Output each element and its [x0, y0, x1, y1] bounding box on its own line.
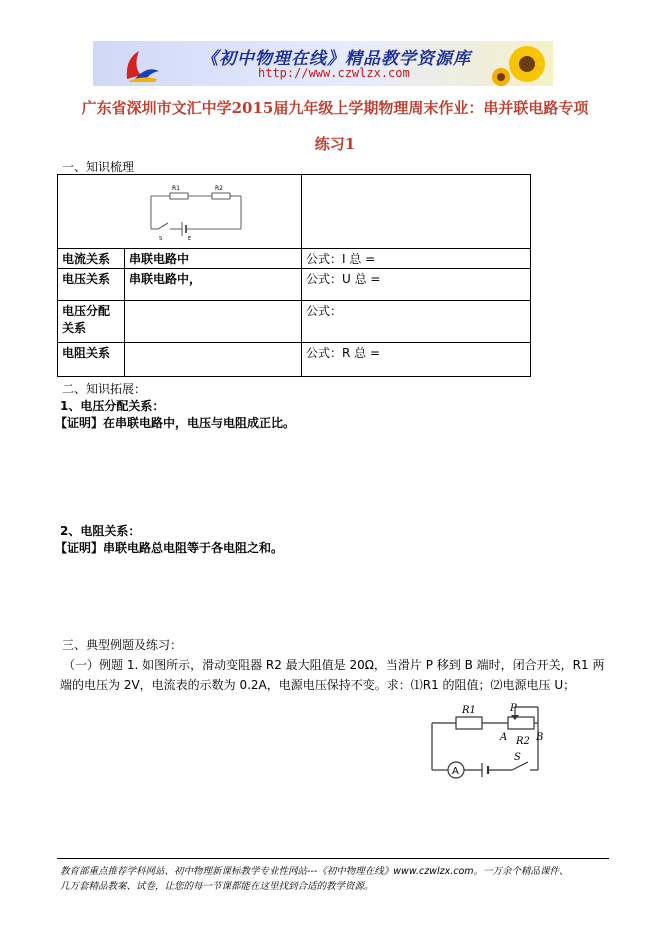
- circuit-label-r2: R2: [215, 185, 223, 192]
- row-content: 串联电路中，: [125, 269, 302, 301]
- row-label: 电流关系: [58, 249, 125, 269]
- example-circuit-diagram: [420, 697, 560, 789]
- ammeter-icon: A: [452, 766, 459, 777]
- row-label: 电阻关系: [58, 343, 125, 377]
- item-2-proof: 【证明】串联电路总电阻等于各电阻之和。: [55, 541, 284, 555]
- section-2-heading: 二、知识拓展：: [62, 382, 147, 396]
- row-formula: 公式：R 总 =: [302, 343, 531, 377]
- example-1-line-2: 端的电压为 2V，电流表的示数为 0.2A，电源电压保持不变。求：⑴R1 的阻值；⑵电源电压 U；: [60, 678, 576, 692]
- row-formula: 公式：: [302, 301, 531, 343]
- row-formula: 公式：I 总 =: [302, 249, 531, 269]
- banner-url: http://www.czwlzx.com: [258, 66, 410, 80]
- knowledge-table: [57, 174, 531, 377]
- footer-line-1: 教育部重点推荐学科网站、初中物理新课标教学专业性网站---《初中物理在线》www.czwlzx.com。一万余个精品课件、: [60, 866, 569, 877]
- row-content: [125, 343, 302, 377]
- logo-icon: [121, 45, 163, 83]
- item-2-title: 2、电阻关系：: [60, 524, 141, 538]
- document-title: 广东省深圳市文汇中学2015届九年级上学期物理周末作业：串并联电路专项: [81, 99, 589, 117]
- row-label: 电压关系: [58, 269, 125, 301]
- circuit-cell: [58, 175, 302, 249]
- diagram-label-r2: R2: [516, 736, 530, 747]
- table-row: [58, 249, 531, 269]
- diagram-label-a: A: [500, 732, 508, 743]
- table-row: [58, 269, 531, 301]
- section-3-heading: 三、典型例题及练习：: [62, 638, 183, 652]
- row-formula: 公式：U 总 =: [302, 269, 531, 301]
- diagram-label-r1: R1: [462, 705, 476, 716]
- footer-line-2: 几万套精品教案、试卷，让您的每一节课都能在这里找到合适的教学资源。: [60, 881, 374, 892]
- example-1-line-1: （一）例题 1. 如图所示，滑动变阻器 R2 最大阻值是 20Ω，当滑片 P 移到 B 端时，闭合开关，R1 两: [63, 658, 605, 672]
- section-1-heading: 一、知识梳理: [62, 160, 135, 174]
- diagram-label-b: B: [536, 732, 544, 743]
- document-subtitle: 练习1: [314, 135, 356, 153]
- table-row: [58, 301, 531, 343]
- row-content: 串联电路中: [125, 249, 302, 269]
- item-1-title: 1、电压分配关系：: [60, 399, 165, 413]
- diagram-label-s: S: [514, 752, 521, 763]
- table-row: [58, 343, 531, 377]
- footer-divider: [57, 858, 609, 859]
- empty-cell: [302, 175, 531, 249]
- row-content: [125, 301, 302, 343]
- row-label: 电压分配关系: [58, 301, 125, 343]
- item-1-proof: 【证明】在串联电路中，电压与电阻成正比。: [55, 416, 296, 430]
- diagram-label-p: P: [510, 703, 517, 714]
- banner-title: 《初中物理在线》精品教学资源库: [201, 49, 471, 69]
- sunflower-icon: [491, 41, 553, 86]
- circuit-label-e: E: [188, 236, 192, 242]
- series-circuit-diagram: [58, 175, 298, 245]
- circuit-label-r1: R1: [172, 185, 180, 192]
- header-banner: [93, 41, 553, 86]
- table-row: [58, 175, 531, 249]
- circuit-label-s: S: [159, 236, 163, 242]
